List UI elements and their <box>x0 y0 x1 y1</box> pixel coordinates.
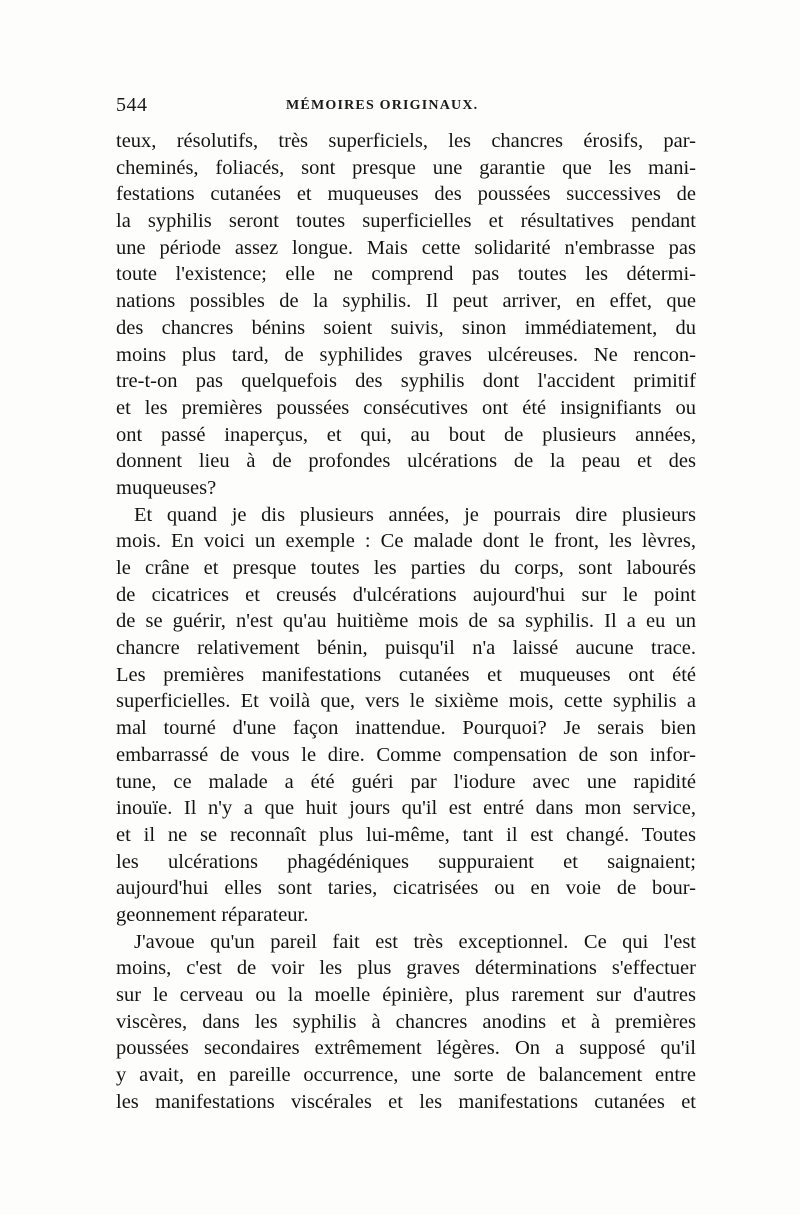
text-line: aujourd'hui elles sont taries, cicatrisées ou en voie de bour- <box>116 877 696 900</box>
text-line: mal tourné d'une façon inattendue. Pourquoi? Je serais bien <box>116 717 696 740</box>
text-line: sur le cerveau ou la moelle épinière, plus rarement sur d'autres <box>116 984 696 1006</box>
text-line: viscères, dans les syphilis à chancres anodins et à premières <box>116 1010 696 1033</box>
text-line: muqueuses? <box>116 476 217 499</box>
text-line: la syphilis seront toutes superficielles et résultatives pendant <box>116 210 696 233</box>
paragraph <box>116 929 696 1116</box>
text-line: le crâne et presque toutes les parties du corps, sont labourés <box>116 557 696 579</box>
text-line: toute l'existence; elle ne comprend pas toutes les détermi- <box>116 263 696 286</box>
text-line: teux, résolutifs, très superficiels, les chancres érosifs, par- <box>116 130 696 152</box>
text-line: Et quand je dis plusieurs années, je pourrais dire plusieurs <box>134 503 696 526</box>
text-line: moins, c'est de voir les plus graves déterminations s'effectuer <box>116 957 696 980</box>
running-head <box>116 94 696 120</box>
text-line: les manifestations viscérales et les manifestations cutanées et <box>116 1090 696 1113</box>
body-text <box>116 128 696 1115</box>
text-line: inouïe. Il n'y a que huit jours qu'il est entré dans mon service, <box>116 797 696 820</box>
text-line: donnent lieu à de profondes ulcérations de la peau et des <box>116 450 696 473</box>
text-line: de cicatrices et creusés d'ulcérations aujourd'hui sur le point <box>116 583 696 606</box>
text-line: tre-t-on pas quelquefois des syphilis dont l'accident primitif <box>116 370 696 393</box>
page-number: 544 <box>116 94 148 116</box>
text-line: de se guérir, n'est qu'au huitième mois de sa syphilis. Il a eu un <box>116 610 696 633</box>
text-line: tune, ce malade a été guéri par l'iodure avec une rapidité <box>116 770 696 793</box>
text-line: J'avoue qu'un pareil fait est très exceptionnel. Ce qui l'est <box>134 930 696 953</box>
text-line: et les premières poussées consécutives ont été insignifiants ou <box>116 396 696 419</box>
text-line: une période assez longue. Mais cette solidarité n'embrasse pas <box>116 236 696 259</box>
text-line: nations possibles de la syphilis. Il peut arriver, en effet, que <box>116 290 696 313</box>
text-line: cheminés, foliacés, sont presque une garantie que les mani- <box>116 156 696 179</box>
text-line: ont passé inaperçus, et qui, au bout de plusieurs années, <box>116 423 696 446</box>
text-line: y avait, en pareille occurrence, une sorte de balancement entre <box>116 1064 696 1087</box>
text-line: et il ne se reconnaît plus lui-même, tant il est changé. Toutes <box>116 823 696 846</box>
text-line: mois. En voici un exemple : Ce malade dont le front, les lèvres, <box>116 530 696 553</box>
text-line: Les premières manifestations cutanées et muqueuses ont été <box>116 663 696 686</box>
paragraph <box>116 502 696 929</box>
text-line: moins plus tard, de syphilides graves ulcéreuses. Ne rencon- <box>116 343 696 366</box>
text-line: superficielles. Et voilà que, vers le sixième mois, cette syphilis a <box>116 690 696 713</box>
text-line: embarrassé de vous le dire. Comme compensation de son infor- <box>116 743 696 766</box>
text-line: poussées secondaires extrêmement légères. On a supposé qu'il <box>116 1037 696 1060</box>
text-line: geonnement réparateur. <box>116 903 309 926</box>
paragraph <box>116 128 696 502</box>
text-line: festations cutanées et muqueuses des poussées successives de <box>116 183 696 206</box>
text-line: chancre relativement bénin, puisqu'il n'a laissé aucune trace. <box>116 637 696 660</box>
text-line: des chancres bénins soient suivis, sinon immédiatement, du <box>116 316 696 339</box>
running-title: MÉMOIRES ORIGINAUX. <box>286 98 479 113</box>
text-line: les ulcérations phagédéniques suppuraient et saignaient; <box>116 850 696 873</box>
